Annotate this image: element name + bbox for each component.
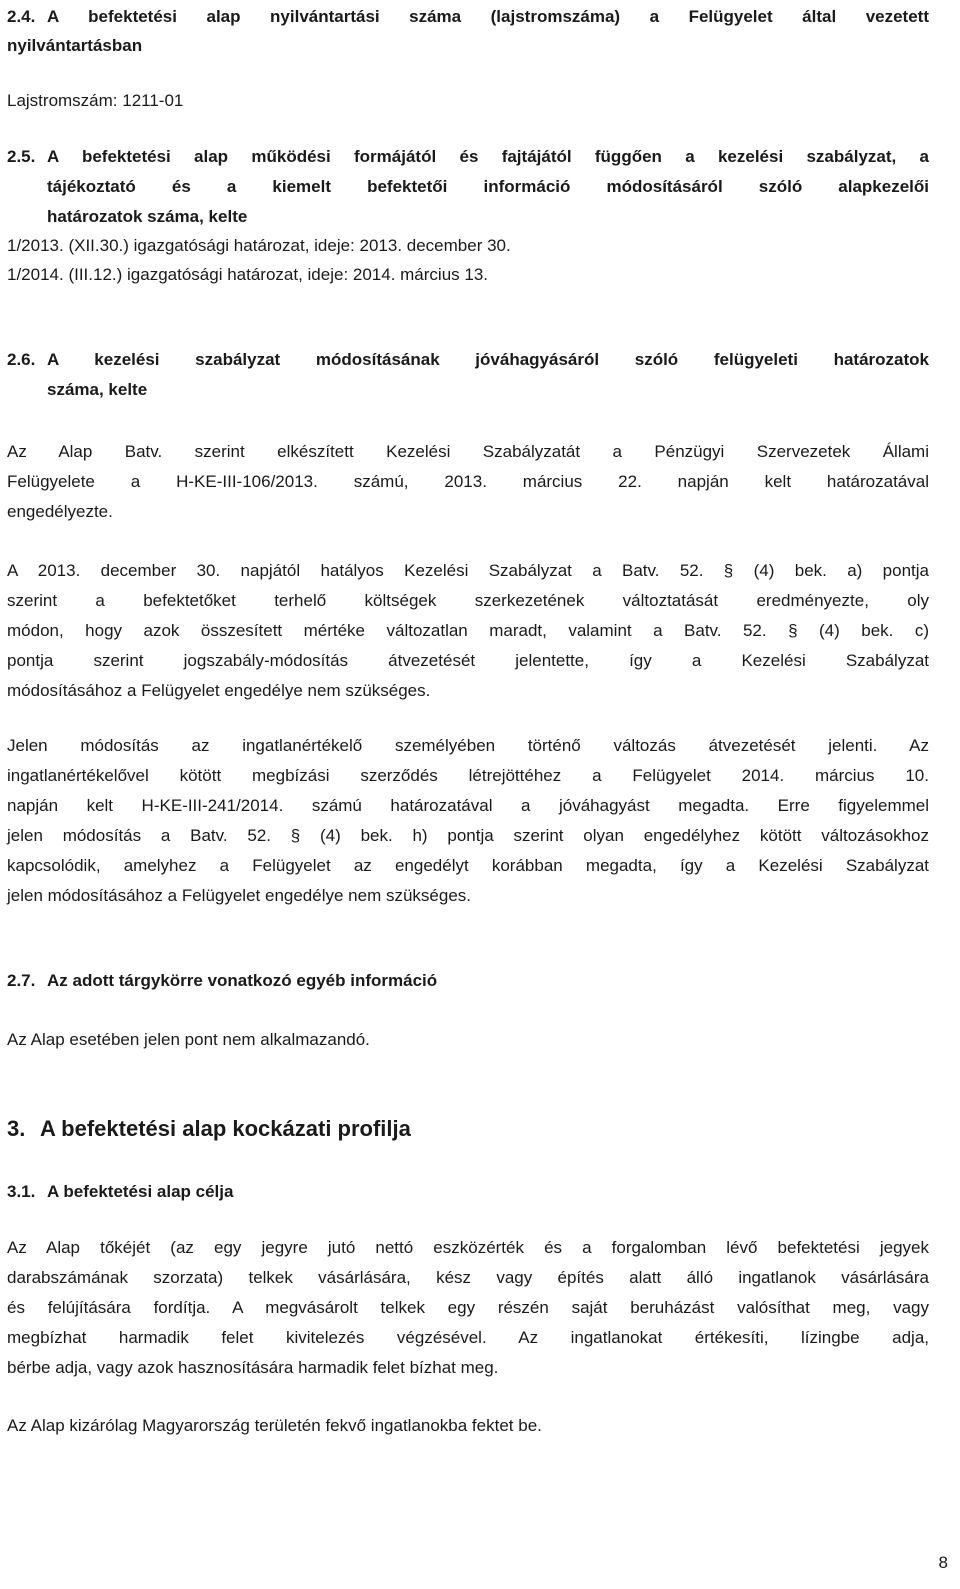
section-heading-line: A kezelési szabályzat módosításának jóváhagyásáról szóló felügyeleti határozatok [47,350,929,369]
paragraph-line: A 2013. december 30. napjától hatályos Kezelési Szabályzat a Batv. 52. § (4) bek. a) pontja [7,561,929,580]
paragraph-line: Felügyelete a H-KE-III-106/2013. számú, 2013. március 22. napján kelt határozatával [7,472,929,491]
section-heading: Az adott tárgykörre vonatkozó egyéb információ [47,971,438,990]
section-heading-line: határozatok száma, kelte [47,207,248,226]
section-number: 2.7. [7,971,36,990]
paragraph-line: pontja szerint jogszabály-módosítás átvezetését jelentette, így a Kezelési Szabályzat [7,651,929,670]
paragraph-line: Az Alap tőkéjét (az egy jegyre jutó nettó eszközérték és a forgalomban lévő befektetési jegyek [7,1238,929,1257]
page-number: 8 [938,1553,948,1572]
resolution-item: 1/2014. (III.12.) igazgatósági határozat, ideje: 2014. március 13. [7,265,489,284]
paragraph-line: darabszámának szorzata) telkek vásárlására, kész vagy építés alatt álló ingatlanok vásárlására [7,1268,929,1287]
paragraph-line: jelen módosításához a Felügyelet engedélye nem szükséges. [7,886,472,905]
section-number: 2.5. [7,147,36,166]
section-heading-line: tájékoztató és a kiemelt befektetői információ módosításáról szóló alapkezelői [47,177,929,196]
paragraph-line: és felújítására fordítja. A megvásárolt telkek egy részén saját beruházást valósíthat meg, vagy [7,1298,929,1317]
paragraph-line: szerint a befektetőket terhelő költségek szerkezetének változtatását eredményezte, oly [7,591,929,610]
paragraph-line: napján kelt H-KE-III-241/2014. számú határozatával a jóváhagyást megadta. Erre figyelemmel [7,796,929,815]
paragraph-line: Az Alap esetében jelen pont nem alkalmazandó. [7,1030,370,1049]
paragraph-line: bérbe adja, vagy azok hasznosítására harmadik felet bízhat meg. [7,1358,499,1377]
paragraph-line: engedélyezte. [7,502,113,521]
paragraph-line: kapcsolódik, amelyhez a Felügyelet az engedélyt korábban megadta, így a Kezelési Szabályzat [7,856,929,875]
section-heading: A befektetési alap célja [47,1182,234,1201]
paragraph-line: megbízhat harmadik felet kivitelezés végzésével. Az ingatlanokat értékesíti, lízingbe adja, [7,1328,929,1347]
chapter-title: A befektetési alap kockázati profilja [40,1116,411,1141]
resolution-item: 1/2013. (XII.30.) igazgatósági határozat, ideje: 2013. december 30. [7,236,511,255]
section-heading-line: száma, kelte [47,380,148,399]
paragraph-line: Az Alap Batv. szerint elkészített Kezelési Szabályzatát a Pénzügyi Szervezetek Állami [7,442,929,461]
section-number: 2.4. [7,7,36,26]
paragraph-line: jelen módosítás a Batv. 52. § (4) bek. h) pontja szerint olyan engedélyhez kötött változásokhoz [7,826,929,845]
section-heading-line: A befektetési alap működési formájától és fajtájától függően a kezelési szabályzat, a [47,147,929,166]
paragraph-line: módon, hogy azok összesített mértéke változatlan maradt, valamint a Batv. 52. § (4) bek. c) [7,621,929,640]
paragraph-line: Jelen módosítás az ingatlanértékelő személyében történő változás átvezetését jelenti. Az [7,736,929,755]
paragraph-line: ingatlanértékelővel kötött megbízási szerződés létrejöttéhez a Felügyelet 2014. március 10. [7,766,929,785]
paragraph-line: Az Alap kizárólag Magyarország területén fekvő ingatlanokba fektet be. [7,1416,542,1435]
section-heading-line: A befektetési alap nyilvántartási száma (lajstromszáma) a Felügyelet által vezetett [47,7,929,26]
paragraph-line: módosításához a Felügyelet engedélye nem szükséges. [7,681,431,700]
registration-number: Lajstromszám: 1211-01 [7,91,184,110]
section-number: 3.1. [7,1182,36,1201]
section-number: 2.6. [7,350,36,369]
section-heading-line: nyilvántartásban [7,36,143,55]
chapter-number: 3. [7,1116,26,1141]
